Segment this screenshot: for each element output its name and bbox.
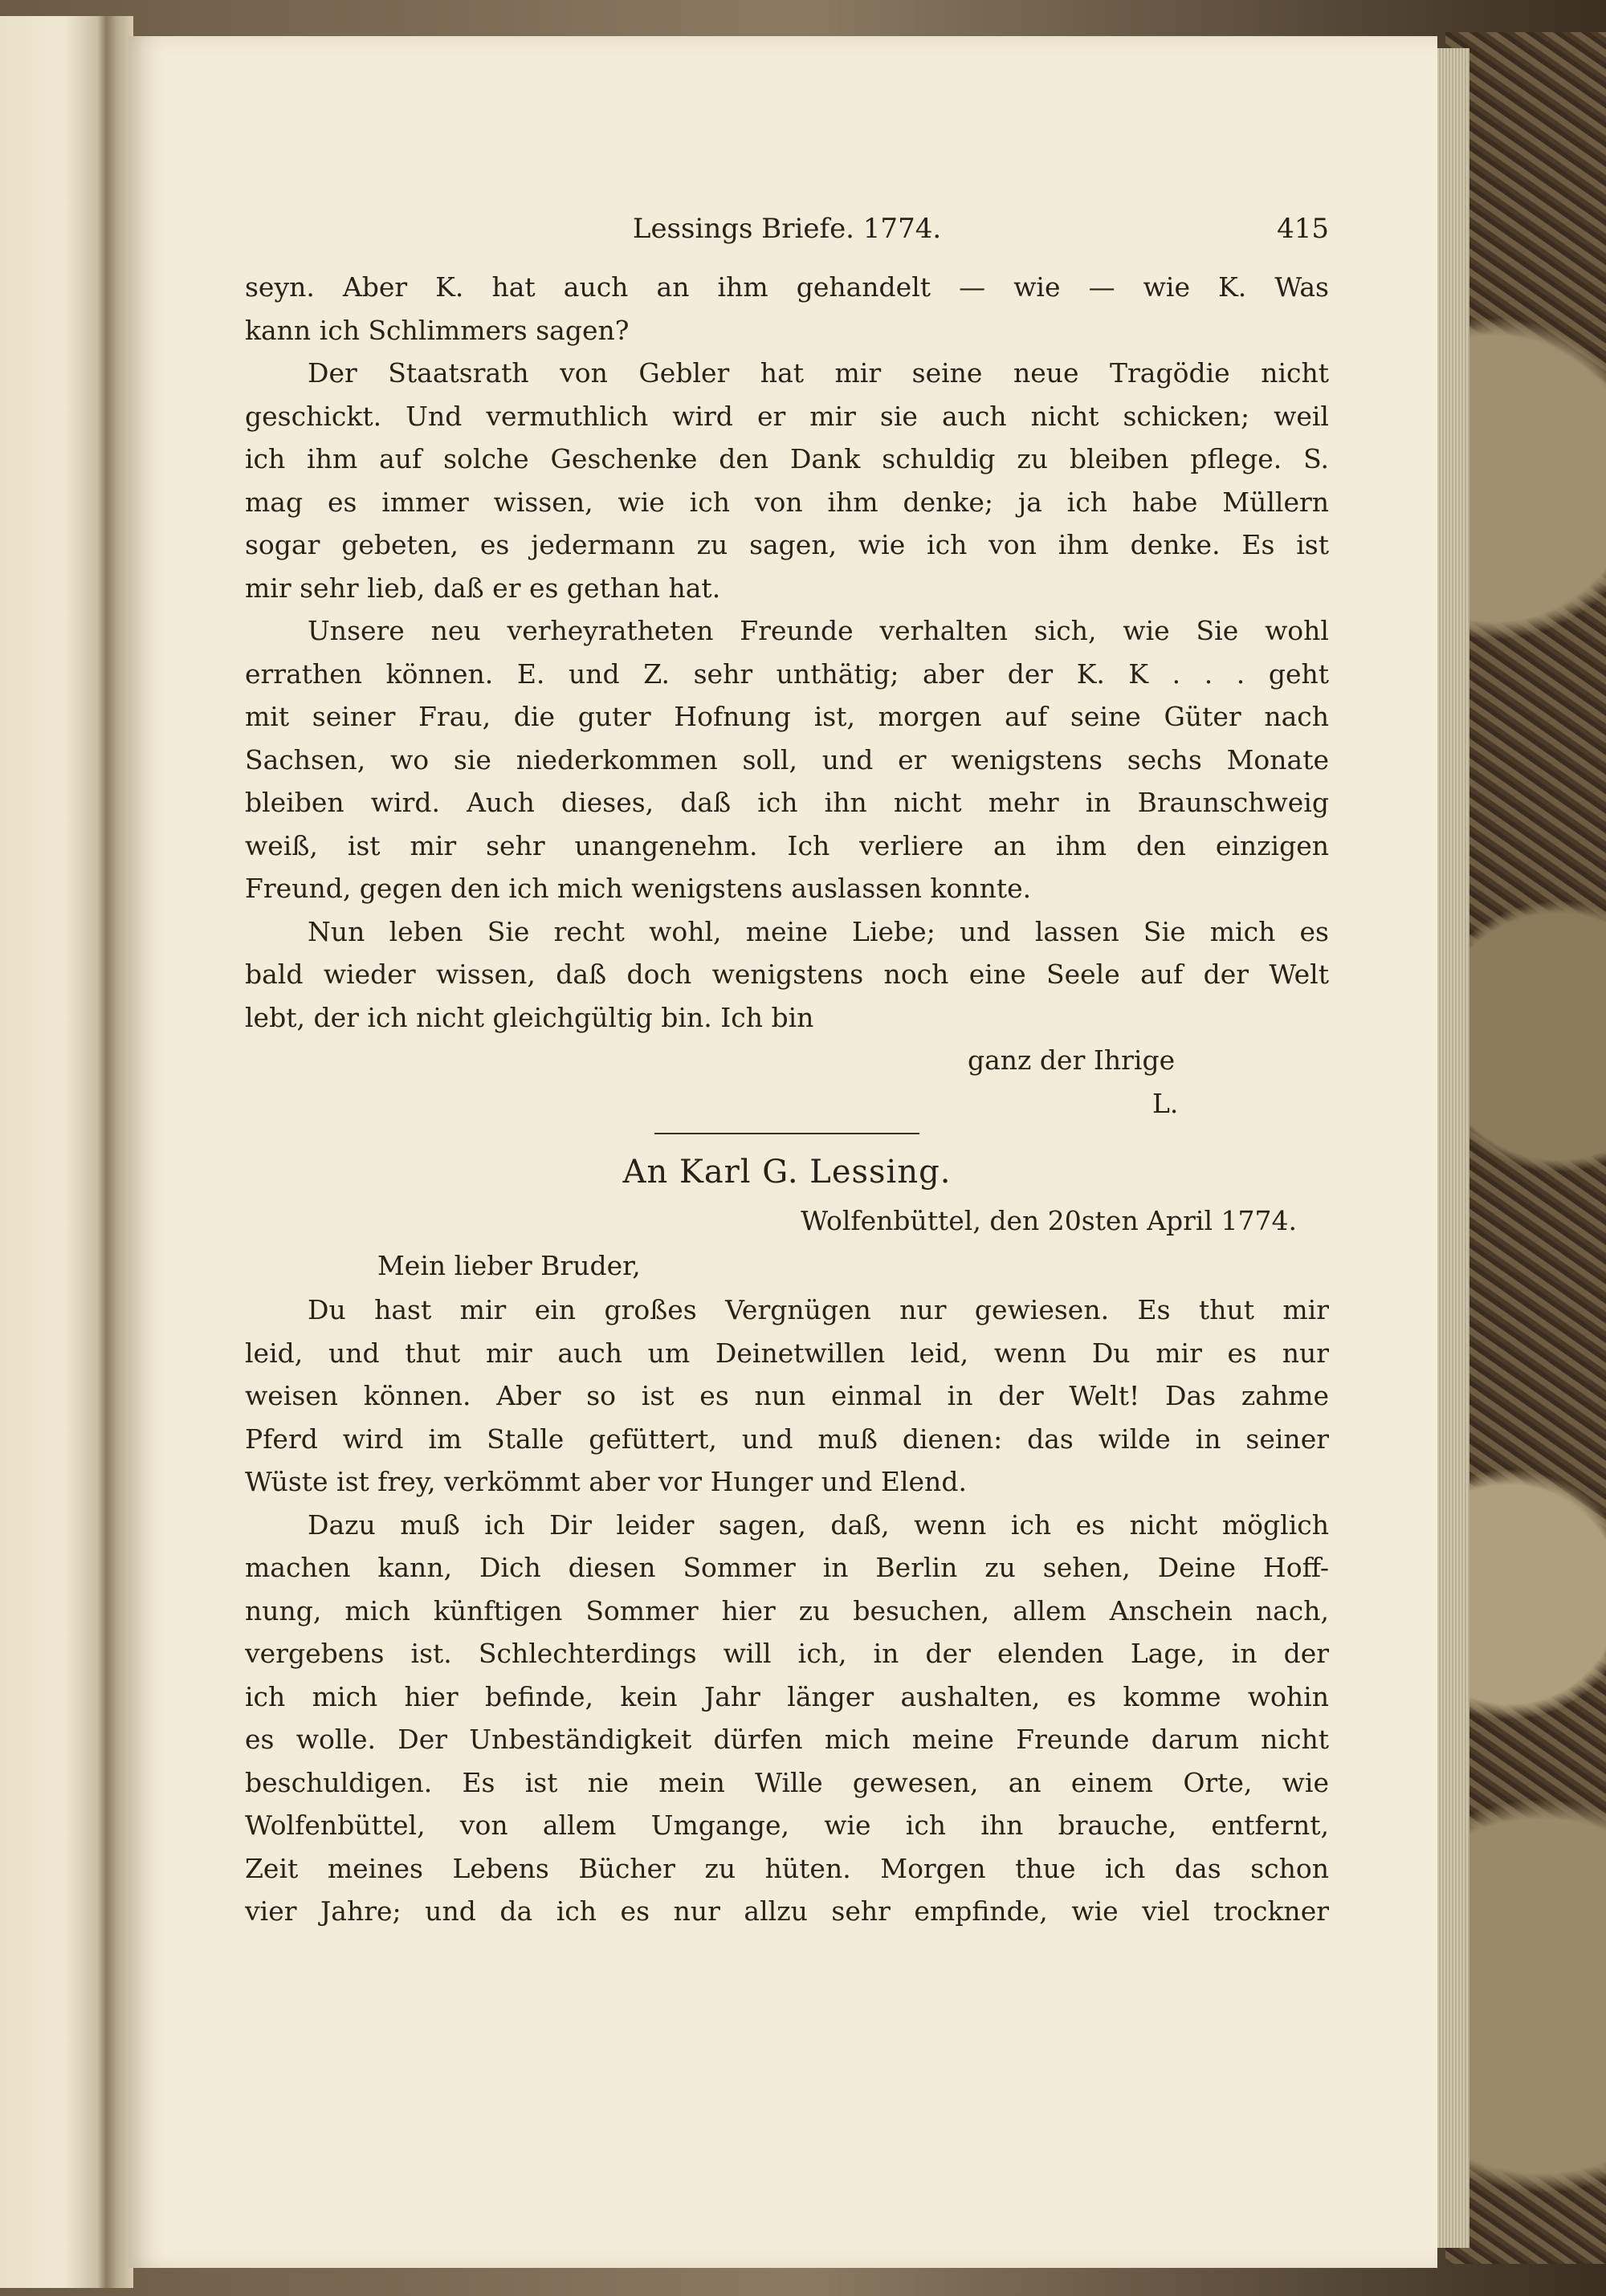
letter-closing (245, 1039, 1329, 1125)
text-line: Nun leben Sie recht wohl, meine Liebe; und lassen Sie mich es (308, 915, 1329, 947)
text-line: Unsere neu verheyratheten Freunde verhalten sich, wie Sie wohl (308, 615, 1329, 646)
text-line: Sachsen, wo sie niederkommen soll, und er wenigstens sechs Monate (245, 743, 1329, 776)
running-title: Lessings Briefe. 1774. (632, 213, 942, 245)
running-head (245, 213, 1329, 261)
text-line: bleiben wird. Auch dieses, daß ich ihn nicht mehr in Braunschweig (245, 787, 1329, 818)
page-stack-edge (1437, 48, 1469, 2248)
text-line: weiß, ist mir sehr unangenehm. Ich verliere an ihm den einzigen (245, 829, 1329, 861)
text-line: seyn. Aber K. hat auch an ihm gehandelt — wie — wie K. Was (245, 271, 1329, 303)
closing-signature: L. (1152, 1087, 1179, 1119)
paragraph (245, 910, 1329, 1040)
paragraph (245, 1288, 1329, 1504)
letter-heading: An Karl G. Lessing. (622, 1154, 952, 1191)
text-line: leid, und thut mir auch um Deinetwillen leid, wenn Du mir es nur (245, 1337, 1329, 1369)
text-line: Wolfenbüttel, von allem Umgange, wie ich ihn brauche, entfernt, (245, 1810, 1329, 1841)
page-number: 415 (1277, 213, 1329, 245)
text-line: nung, mich künftigen Sommer hier zu besuchen, allem Anschein nach, (245, 1594, 1329, 1626)
letter-salutation: Mein lieber Bruder, (377, 1250, 641, 1281)
text-line: sogar gebeten, es jedermann zu sagen, wie ich von ihm denke. Es ist (245, 529, 1329, 560)
text-line: errathen können. E. und Z. sehr unthätig; aber der K. K . . . geht (245, 657, 1329, 690)
text-line: Du hast mir ein großes Vergnügen nur gewiesen. Es thut mir (308, 1294, 1329, 1325)
text-line: Zeit meines Lebens Bücher zu hüten. Morgen thue ich das schon (245, 1852, 1329, 1884)
text-line: mir sehr lieb, daß er es gethan hat. (245, 572, 721, 604)
text-line: lebt, der ich nicht gleichgültig bin. Ich bin (245, 1001, 814, 1033)
text-line: machen kann, Dich diesen Sommer in Berlin zu sehen, Deine Hoff- (245, 1552, 1329, 1583)
letter-dateline: Wolfenbüttel, den 20sten April 1774. (801, 1205, 1297, 1236)
text-line: ich mich hier befinde, kein Jahr länger aushalten, es komme wohin (245, 1680, 1329, 1712)
text-line: es wolle. Der Unbeständigkeit dürfen mich meine Freunde darum nicht (245, 1724, 1329, 1755)
text-line: mit seiner Frau, die guter Hofnung ist, morgen auf seine Güter nach (245, 701, 1329, 732)
text-line: mag es immer wissen, wie ich von ihm denke; ja ich habe Müllern (245, 486, 1329, 518)
text-line: Der Staatsrath von Gebler hat mir seine neue Tragödie nicht (308, 357, 1329, 389)
paragraph (245, 609, 1329, 910)
text-line: vier Jahre; und da ich es nur allzu sehr empfinde, wie viel trockner (245, 1895, 1329, 1927)
text-line: Dazu muß ich Dir leider sagen, daß, wenn ich es nicht möglich (308, 1508, 1329, 1541)
text-line: vergebens ist. Schlechterdings will ich, in der elenden Lage, in der (245, 1638, 1329, 1669)
text-line: ich ihm auf solche Geschenke den Dank schuldig zu bleiben pflege. S. (245, 443, 1329, 474)
marbled-cover (1445, 32, 1606, 2264)
text-line: weisen können. Aber so ist es nun einmal in der Welt! Das zahme (245, 1380, 1329, 1411)
closing-phrase: ganz der Ihrige (968, 1044, 1176, 1076)
paragraph (245, 266, 1329, 352)
text-line: Wüste ist frey, verkömmt aber vor Hunger und Elend. (245, 1466, 967, 1497)
paragraph (245, 1504, 1329, 1933)
text-block (245, 213, 1329, 1933)
book-page (128, 36, 1437, 2268)
text-line: geschickt. Und vermuthlich wird er mir sie auch nicht schicken; weil (245, 400, 1329, 432)
left-page-edge (0, 16, 108, 2288)
text-line: kann ich Schlimmers sagen? (245, 314, 630, 346)
section-divider (654, 1133, 919, 1134)
text-line: Pferd wird im Stalle gefüttert, und muß dienen: das wilde in seiner (245, 1423, 1329, 1455)
text-line: Freund, gegen den ich mich wenigstens auslassen konnte. (245, 873, 1032, 904)
paragraph (245, 352, 1329, 609)
text-line: beschuldigen. Es ist nie mein Wille gewesen, an einem Orte, wie (245, 1766, 1329, 1798)
text-line: bald wieder wissen, daß doch wenigstens noch eine Seele auf der Welt (245, 959, 1329, 990)
